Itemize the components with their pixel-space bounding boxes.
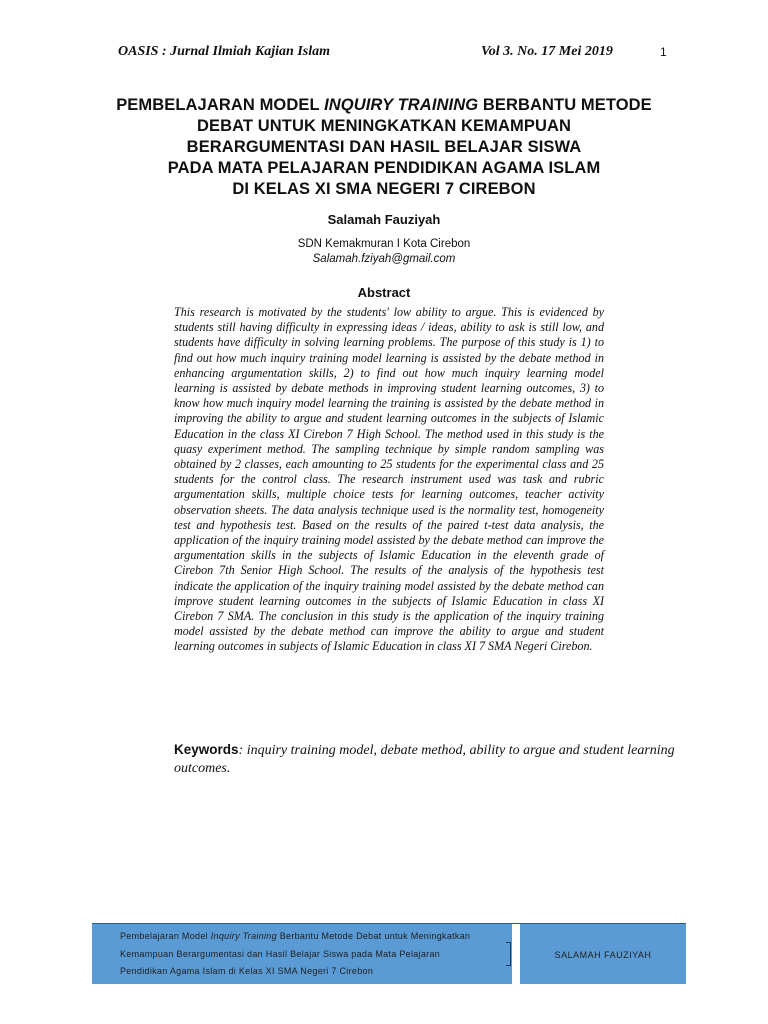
- title-line-1-end: BERBANTU METODE: [478, 96, 652, 114]
- title-line-5: DI KELAS XI SMA NEGERI 7 CIREBON: [232, 180, 536, 198]
- footer-author: SALAMAH FAUZIYAH: [554, 950, 652, 960]
- abstract-text: This research is motivated by the students' low ability to argue. This is evidenced by students still having difficulty in expressing ideas / ideas, ability to ask is still low, and students have difficulty in solving learning problems. The purpose of this study is 1) to find out how much inquiry training model learning is assisted by the debate method in enhancing argumentation skills, 2) to find out how much inquiry learning model learning is assisted by debate methods in improving student learning outcomes, 3) to know how much inquiry model learning the training is assisted by the debate method in improving the ability to argue and student learning outcomes in the subjects of Islamic Education in the class XI Cirebon 7 High School. The method used in this study is the quasy experiment method. The sampling technique by simple random sampling was obtained by 2 classes, each amounting to 25 students for the experimental class and 25 students for the control class. The research instrument used was task and rubric argumentation skills, multiple choice tests for learning outcomes, teacher activity observation sheets. The data analysis technique used is the normality test, homogeneity test and hypothesis test. Based on the results of the paired t-test data analysis, the application of the inquiry training model assisted by the debate method can improve the argumentation skills in the subjects of Islamic Education in the eleventh grade of Cirebon 7th Senior High School. The results of the analysis of the hypothesis test indicate the application of the inquiry training model assisted by the debate method can improve student learning outcomes in the subjects of Islamic Education in class XI Cirebon 7 SMA. The conclusion in this study is the application of the inquiry training model assisted by the debate method can improve the ability to argue and student learning outcomes in subjects of Islamic Education in class XI 7 SMA Negeri Cirebon.: [174, 305, 604, 654]
- author-name: Salamah Fauziyah: [327, 212, 441, 227]
- journal-name: OASIS : Jurnal Ilmiah Kajian Islam: [118, 44, 331, 59]
- keywords-text: : inquiry training model, debate method, ability to argue and student learning outcomes.: [174, 743, 675, 776]
- keywords-label: Keywords: [174, 742, 239, 757]
- title-line-1-start: PEMBELAJARAN MODEL: [116, 96, 325, 114]
- footer-line-3: Pendidikan Agama Islam di Kelas XI SMA Negeri 7 Cirebon: [120, 966, 374, 976]
- title-line-1-italic: INQUIRY TRAINING: [324, 96, 479, 114]
- title-line-1: [60, 95, 708, 116]
- footer-line-2: Kemampuan Berargumentasi dan Hasil Belajar Siswa pada Mata Pelajaran: [120, 948, 441, 959]
- footer-title: [120, 928, 500, 981]
- footer-author-box: [520, 924, 686, 984]
- title-line-2: DEBAT UNTUK MENINGKATKAN KEMAMPUAN: [196, 117, 571, 135]
- page-number: 1: [660, 45, 667, 59]
- title-line-3: BERARGUMENTASI DAN HASIL BELAJAR SISWA: [186, 138, 582, 156]
- footer-line-1-start: Pembelajaran Model: [120, 931, 211, 941]
- abstract-heading: Abstract: [357, 285, 411, 300]
- keywords: [174, 741, 686, 778]
- footer-title-box: [92, 924, 512, 984]
- footer-bracket: [506, 942, 511, 966]
- footer-line-1-italic: Inquiry Training: [210, 931, 277, 941]
- author-info: [0, 237, 768, 267]
- author-email: Salamah.fziyah@gmail.com: [312, 253, 456, 265]
- footer-line-1: [120, 928, 500, 946]
- author-affiliation: SDN Kemakmuran I Kota Cirebon: [297, 238, 471, 250]
- title-line-4: PADA MATA PELAJARAN PENDIDIKAN AGAMA ISLAM: [167, 159, 601, 177]
- paper-title: [60, 95, 708, 200]
- journal-volume: Vol 3. No. 17 Mei 2019: [481, 44, 613, 59]
- footer-line-1-end: Berbantu Metode Debat untuk Meningkatkan: [276, 931, 471, 941]
